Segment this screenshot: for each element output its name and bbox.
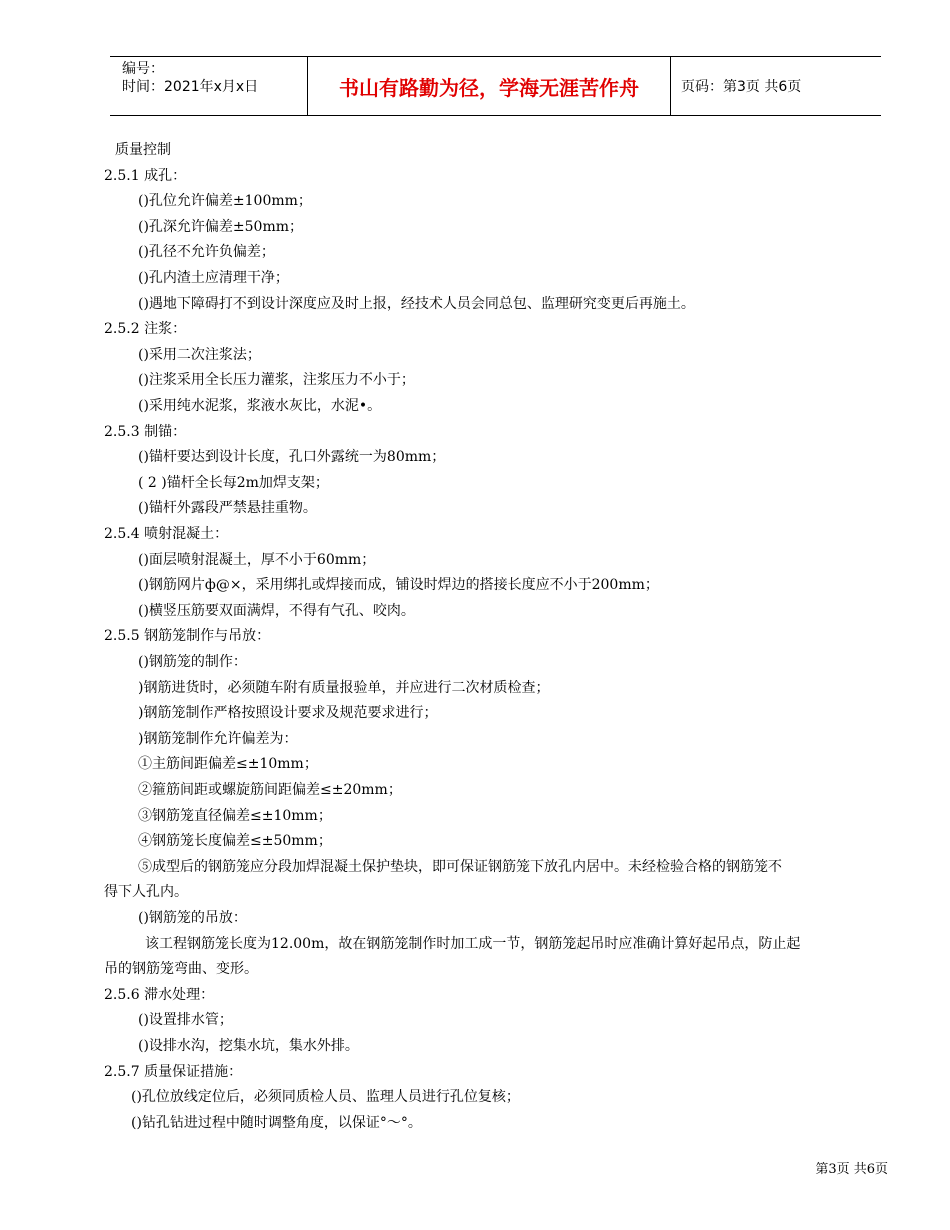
text-line: ()锚杆外露段严禁悬挂重物。 <box>138 500 317 517</box>
text-line: ()钢筋笼的制作： <box>138 654 247 670</box>
number-label: 编号： <box>122 61 164 77</box>
text-line: ()设置排水管； <box>138 1012 233 1029</box>
text-line: ①主筋间距偏差≤±10mm； <box>138 756 318 773</box>
text-line: ()孔内渣土应清理干净； <box>138 270 289 286</box>
text-line: ()孔径不允许负偏差； <box>138 244 275 261</box>
text-line: ()钢筋笼的吊放： <box>138 910 247 926</box>
text-line: ()设排水沟，挖集水坑，集水外排。 <box>138 1038 359 1054</box>
text-line: ②箍筋间距或螺旋筋间距偏差≤±20mm； <box>138 782 402 798</box>
text-line: ()遇地下障碍打不到设计深度应及时上报，经技术人员会同总包、监理研究变更后再施土。 <box>138 295 695 312</box>
text-line: 2.5.7 质量保证措施： <box>104 1063 243 1080</box>
text-line: ()横竖压筋要双面满焊，不得有气孔、咬肉。 <box>138 602 415 619</box>
text-line: ()采用纯水泥浆，浆液水灰比，水泥•。 <box>138 398 382 414</box>
text-line: ()采用二次注浆法； <box>138 346 261 363</box>
text-line: 得下人孔内。 <box>104 884 188 901</box>
text-line: 2.5.6 滞水处理： <box>104 986 215 1003</box>
text-line: ()孔深允许偏差±50mm； <box>138 218 304 235</box>
header-motto: 书山有路勤为径，学海无涯苦作舟 <box>308 57 671 115</box>
text-line: ()孔位放线定位后，必须同质检人员、监理人员进行孔位复核； <box>131 1089 520 1106</box>
text-line: )钢筋进货时，必须随车附有质量报验单，并应进行二次材质检查； <box>138 679 550 696</box>
text-line: ()面层喷射混凝土，厚不小于60mm； <box>138 551 376 568</box>
header-meta <box>110 57 308 115</box>
text-line: 2.5.2 注浆： <box>104 321 187 338</box>
text-line: )钢筋笼制作允许偏差为： <box>138 730 298 747</box>
text-line: 吊的钢筋笼弯曲、变形。 <box>104 961 258 978</box>
text-line: ()钢筋网片ф@×，采用绑扎或焊接而成，铺设时焊边的搭接长度应不小于200mm； <box>138 577 659 594</box>
text-line: ()孔位允许偏差±100mm； <box>138 193 312 210</box>
text-line: 2.5.5 钢筋笼制作与吊放： <box>104 628 271 645</box>
text-line: ( 2 )锚杆全长每2m加焊支架； <box>138 474 329 491</box>
text-line: 质量控制 <box>115 142 171 158</box>
date-label: 时间：2021年x月x日 <box>122 79 259 95</box>
header-page-number: 页码：第3页 共6页 <box>681 79 802 95</box>
text-line: 该工程钢筋笼长度为12.00m，故在钢筋笼制作时加工成一节，钢筋笼起吊时应准确计算好起吊点，防止起 <box>145 935 801 952</box>
text-line: ⑤成型后的钢筋笼应分段加焊混凝土保护垫块，即可保证钢筋笼下放孔内居中。未经检验合格的钢筋笼不 <box>138 858 782 875</box>
text-line: ()注浆采用全长压力灌浆，注浆压力不小于； <box>138 372 415 389</box>
text-line: ()锚杆要达到设计长度，孔口外露统一为80mm； <box>138 449 446 466</box>
text-line: 2.5.1 成孔： <box>104 167 187 184</box>
page-header <box>110 56 881 116</box>
text-line: ③钢筋笼直径偏差≤±10mm； <box>138 807 332 824</box>
text-line: 2.5.3 制锚： <box>104 423 187 440</box>
text-line: )钢筋笼制作严格按照设计要求及规范要求进行； <box>138 705 438 722</box>
text-line: 2.5.4 喷射混凝土： <box>104 526 229 542</box>
text-line: ()钻孔钻进过程中随时调整角度，以保证°～°。 <box>131 1114 422 1131</box>
text-line: ④钢筋笼长度偏差≤±50mm； <box>138 833 332 850</box>
footer-page-number: 第3页 共6页 <box>815 1162 888 1177</box>
